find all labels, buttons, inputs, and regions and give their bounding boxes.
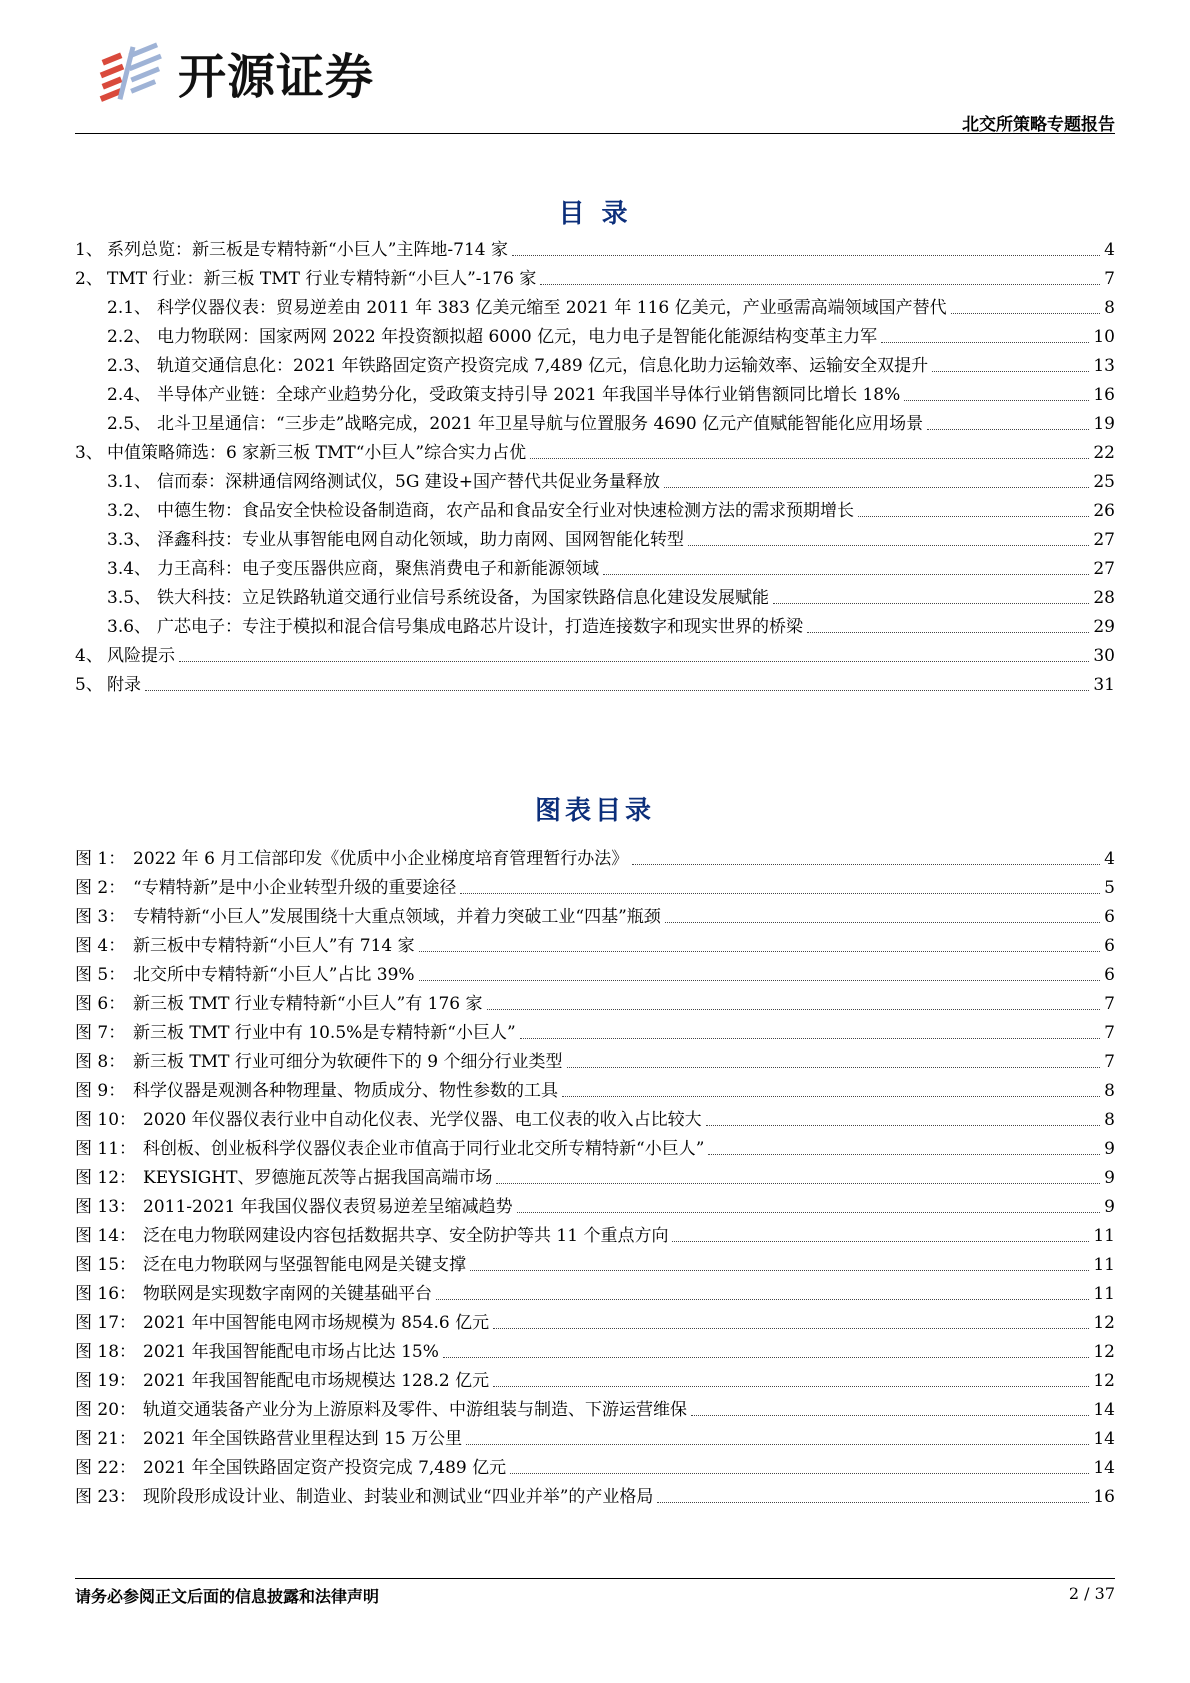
dot-leader xyxy=(493,1386,1089,1387)
figure-entry-number: 图 2： xyxy=(75,878,126,898)
figure-entry-page[interactable]: 8 xyxy=(1104,1081,1115,1101)
figure-entry-number: 图 18： xyxy=(75,1342,137,1362)
figure-entry[interactable] xyxy=(75,959,1115,985)
brand-name: 开源证券 xyxy=(178,49,375,105)
figure-entry-number: 图 14： xyxy=(75,1226,137,1246)
figure-entry-text[interactable]: “专精特新”是中小企业转型升级的重要途径 xyxy=(133,878,457,898)
toc-entry-number: 2、 xyxy=(75,269,103,289)
dot-leader xyxy=(773,603,1089,604)
figure-entry[interactable] xyxy=(75,1075,1115,1101)
dot-leader xyxy=(436,1299,1089,1300)
toc-entry-text[interactable]: 附录 xyxy=(107,675,141,695)
figure-entry-number: 图 23： xyxy=(75,1487,137,1507)
toc-entry-text[interactable]: 轨道交通信息化：2021 年铁路固定资产投资完成 7,489 亿元，信息化助力运输效率、运输安全双提升 xyxy=(157,356,929,376)
dot-leader xyxy=(419,951,1101,952)
figure-entry-number: 图 20： xyxy=(75,1400,137,1420)
brand-logo xyxy=(98,38,374,107)
figure-entry[interactable] xyxy=(75,1220,1115,1246)
figure-entry-number: 图 17： xyxy=(75,1313,137,1333)
toc-title: 目 录 xyxy=(558,199,632,229)
toc-entry[interactable] xyxy=(75,350,1115,376)
toc-entry-number: 2.2、 xyxy=(107,327,152,347)
dot-leader xyxy=(951,313,1101,314)
toc-entry-page[interactable]: 27 xyxy=(1093,530,1115,550)
figure-entry[interactable] xyxy=(75,1017,1115,1043)
dot-leader xyxy=(688,545,1089,546)
toc-entry[interactable] xyxy=(75,379,1115,405)
figure-entry-number: 图 19： xyxy=(75,1371,137,1391)
figure-entry-page[interactable]: 7 xyxy=(1104,1023,1115,1043)
toc-entry-text[interactable]: 中值策略筛选：6 家新三板 TMT“小巨人”综合实力占优 xyxy=(107,443,527,463)
figure-entry-page[interactable]: 6 xyxy=(1104,965,1115,985)
figure-entry[interactable] xyxy=(75,1307,1115,1333)
dot-leader xyxy=(145,690,1089,691)
toc-entry[interactable] xyxy=(75,524,1115,550)
figure-entry-number: 图 8： xyxy=(75,1052,126,1072)
figure-entry-page[interactable]: 7 xyxy=(1104,994,1115,1014)
figure-entry[interactable] xyxy=(75,1278,1115,1304)
figure-entry-page[interactable]: 5 xyxy=(1104,878,1115,898)
figure-entry-page[interactable]: 12 xyxy=(1093,1342,1115,1362)
dot-leader xyxy=(904,400,1089,401)
toc-entry[interactable] xyxy=(75,640,1115,666)
dot-leader xyxy=(807,632,1089,633)
figure-entry[interactable] xyxy=(75,1365,1115,1391)
toc-entry-page[interactable]: 4 xyxy=(1104,240,1115,260)
figure-entry-number: 图 7： xyxy=(75,1023,126,1043)
dot-leader xyxy=(603,574,1089,575)
dot-leader xyxy=(881,342,1089,343)
figure-entry-page[interactable]: 14 xyxy=(1093,1429,1115,1449)
toc-entry[interactable] xyxy=(75,321,1115,347)
figure-entry-text[interactable]: 泛在电力物联网建设内容包括数据共享、安全防护等共 11 个重点方向 xyxy=(143,1226,669,1246)
dot-leader xyxy=(664,487,1089,488)
figure-entry-number: 图 5： xyxy=(75,965,126,985)
dot-leader xyxy=(443,1357,1090,1358)
figure-entry-page[interactable]: 9 xyxy=(1104,1197,1115,1217)
figure-entry-text[interactable]: 物联网是实现数字南网的关键基础平台 xyxy=(143,1284,432,1304)
toc-entry-page[interactable]: 26 xyxy=(1093,501,1115,521)
toc-entry-number: 3.2、 xyxy=(107,501,152,521)
page-indicator: 2 / 37 xyxy=(1068,1584,1115,1603)
figure-entry[interactable] xyxy=(75,1423,1115,1449)
toc-entry-text[interactable]: 广芯电子：专注于模拟和混合信号集成电路芯片设计，打造连接数字和现实世界的桥梁 xyxy=(157,617,803,637)
figure-entry-number: 图 15： xyxy=(75,1255,137,1275)
dot-leader xyxy=(466,1444,1089,1445)
figure-entry-page[interactable]: 6 xyxy=(1104,936,1115,956)
figure-entry[interactable] xyxy=(75,901,1115,927)
figure-entry-page[interactable]: 11 xyxy=(1093,1226,1115,1246)
figure-entry-number: 图 13： xyxy=(75,1197,137,1217)
toc-entry-page[interactable]: 19 xyxy=(1093,414,1115,434)
dot-leader xyxy=(657,1502,1089,1503)
dot-leader xyxy=(517,1212,1100,1213)
dot-leader xyxy=(496,1183,1100,1184)
toc-entry-number: 2.3、 xyxy=(107,356,152,376)
figure-entry[interactable] xyxy=(75,872,1115,898)
toc-entry[interactable] xyxy=(75,669,1115,695)
dot-leader xyxy=(419,980,1101,981)
dot-leader xyxy=(927,429,1089,430)
dot-leader xyxy=(706,1125,1101,1126)
figure-entry-text[interactable]: 2021 年中国智能电网市场规模为 854.6 亿元 xyxy=(143,1313,490,1333)
toc-entry-page[interactable]: 13 xyxy=(1093,356,1115,376)
figure-entry[interactable] xyxy=(75,1249,1115,1275)
toc-entry-text[interactable]: 系列总览：新三板是专精特新“小巨人”主阵地-714 家 xyxy=(107,240,508,260)
figure-entry-number: 图 21： xyxy=(75,1429,137,1449)
figure-entry-text[interactable]: 泛在电力物联网与坚强智能电网是关键支撑 xyxy=(143,1255,466,1275)
figure-entry[interactable] xyxy=(75,1046,1115,1072)
dot-leader xyxy=(708,1154,1100,1155)
toc-entry-number: 3.5、 xyxy=(107,588,152,608)
figure-entry-page[interactable]: 6 xyxy=(1104,907,1115,927)
figure-entry-text[interactable]: 2022 年 6 月工信部印发《优质中小企业梯度培育管理暂行办法》 xyxy=(133,849,629,869)
toc-entry-page[interactable]: 27 xyxy=(1093,559,1115,579)
figure-entry-number: 图 9： xyxy=(75,1081,126,1101)
toc-entry-number: 3.3、 xyxy=(107,530,152,550)
figure-entry-page[interactable]: 16 xyxy=(1093,1487,1115,1507)
figure-entry-text[interactable]: 科学仪器是观测各种物理量、物质成分、物性参数的工具 xyxy=(133,1081,558,1101)
toc-entry-number: 2.4、 xyxy=(107,385,152,405)
figure-entry-text[interactable]: 新三板 TMT 行业专精特新“小巨人”有 176 家 xyxy=(133,994,483,1014)
toc-entry[interactable] xyxy=(75,466,1115,492)
toc-entry-text[interactable]: 泽鑫科技：专业从事智能电网自动化领域，助力南网、国网智能化转型 xyxy=(157,530,684,550)
figure-entry-page[interactable]: 9 xyxy=(1104,1168,1115,1188)
figure-entry-page[interactable]: 4 xyxy=(1104,849,1115,869)
figure-entry-number: 图 4： xyxy=(75,936,126,956)
dot-leader xyxy=(512,255,1100,256)
dot-leader xyxy=(520,1038,1100,1039)
toc-entry-text[interactable]: 铁大科技：立足铁路轨道交通行业信号系统设备，为国家铁路信息化建设发展赋能 xyxy=(157,588,769,608)
figure-entry-page[interactable]: 14 xyxy=(1093,1400,1115,1420)
toc-entry-number: 2.5、 xyxy=(107,414,152,434)
figure-entry[interactable] xyxy=(75,988,1115,1014)
figure-entry-text[interactable]: 2020 年仪器仪表行业中自动化仪表、光学仪器、电工仪表的收入占比较大 xyxy=(143,1110,702,1130)
toc-entry[interactable] xyxy=(75,437,1115,463)
toc-entry-number: 3.4、 xyxy=(107,559,152,579)
dot-leader xyxy=(540,284,1100,285)
toc-entry-number: 3.1、 xyxy=(107,472,152,492)
dot-leader xyxy=(858,516,1089,517)
dot-leader xyxy=(567,1067,1101,1068)
figure-entry-text[interactable]: KEYSIGHT、罗德施瓦茨等占据我国高端市场 xyxy=(143,1168,493,1188)
dot-leader xyxy=(487,1009,1101,1010)
toc-entry-number: 4、 xyxy=(75,646,103,666)
figure-entry-page[interactable]: 8 xyxy=(1104,1110,1115,1130)
figure-entry[interactable] xyxy=(75,1452,1115,1478)
dot-leader xyxy=(672,1241,1089,1242)
toc-entry-text[interactable]: 信而泰：深耕通信网络测试仪，5G 建设+国产替代共促业务量释放 xyxy=(157,472,661,492)
figure-entry-page[interactable]: 12 xyxy=(1093,1313,1115,1333)
dot-leader xyxy=(470,1270,1089,1271)
figure-entry-number: 图 1： xyxy=(75,849,126,869)
toc-entry-text[interactable]: 半导体产业链：全球产业趋势分化，受政策支持引导 2021 年我国半导体行业销售额同比增长 18% xyxy=(157,385,901,405)
toc-entry-page[interactable]: 22 xyxy=(1093,443,1115,463)
toc-entry-text[interactable]: 中德生物：食品安全快检设备制造商，农产品和食品安全行业对快速检测方法的需求预期增长 xyxy=(157,501,854,521)
figure-entry-page[interactable]: 11 xyxy=(1093,1284,1115,1304)
toc-entry-page[interactable]: 29 xyxy=(1093,617,1115,637)
toc-entry-text[interactable]: 风险提示 xyxy=(107,646,175,666)
figure-entry-text[interactable]: 2021 年全国铁路营业里程达到 15 万公里 xyxy=(143,1429,463,1449)
toc-entry-number: 2.1、 xyxy=(107,298,152,318)
toc-entry-page[interactable]: 8 xyxy=(1104,298,1115,318)
figure-entry-text[interactable]: 2011-2021 年我国仪器仪表贸易逆差呈缩减趋势 xyxy=(143,1197,513,1217)
dot-leader xyxy=(665,922,1100,923)
toc-entry[interactable] xyxy=(75,292,1115,318)
figure-entry-number: 图 16： xyxy=(75,1284,137,1304)
figure-entry[interactable] xyxy=(75,1133,1115,1159)
toc-entry-number: 1、 xyxy=(75,240,103,260)
figure-entry-page[interactable]: 11 xyxy=(1093,1255,1115,1275)
figure-entry[interactable] xyxy=(75,1336,1115,1362)
toc-entry-number: 5、 xyxy=(75,675,103,695)
toc-entry[interactable] xyxy=(75,234,1115,260)
toc-entry[interactable] xyxy=(75,553,1115,579)
toc-entry-text[interactable]: TMT 行业：新三板 TMT 行业专精特新“小巨人”-176 家 xyxy=(107,269,537,289)
figure-entry[interactable] xyxy=(75,1191,1115,1217)
figure-entry[interactable] xyxy=(75,1394,1115,1420)
figure-entry-text[interactable]: 2021 年我国智能配电市场规模达 128.2 亿元 xyxy=(143,1371,490,1391)
figure-entry-text[interactable]: 专精特新“小巨人”发展围绕十大重点领域，并着力突破工业“四基”瓶颈 xyxy=(133,907,661,927)
report-type: 北交所策略专题报告 xyxy=(962,115,1115,135)
figure-entry-text[interactable]: 北交所中专精特新“小巨人”占比 39% xyxy=(133,965,415,985)
dot-leader xyxy=(932,371,1089,372)
dot-leader xyxy=(510,1473,1089,1474)
toc-entry-page[interactable]: 28 xyxy=(1093,588,1115,608)
toc-entry-page[interactable]: 25 xyxy=(1093,472,1115,492)
dot-leader xyxy=(179,661,1089,662)
toc-entry-text[interactable]: 力王高科：电子变压器供应商，聚焦消费电子和新能源领域 xyxy=(157,559,599,579)
figure-entry-text[interactable]: 新三板 TMT 行业可细分为软硬件下的 9 个细分行业类型 xyxy=(133,1052,563,1072)
toc-entry-number: 3.6、 xyxy=(107,617,152,637)
figure-entry-number: 图 12： xyxy=(75,1168,137,1188)
toc-entry-page[interactable]: 16 xyxy=(1093,385,1115,405)
figure-entry[interactable] xyxy=(75,1162,1115,1188)
dot-leader xyxy=(460,893,1100,894)
figure-entry[interactable] xyxy=(75,843,1115,869)
figure-entry-number: 图 6： xyxy=(75,994,126,1014)
dot-leader xyxy=(632,864,1100,865)
toc-entry[interactable] xyxy=(75,408,1115,434)
toc-entry-page[interactable]: 31 xyxy=(1093,675,1115,695)
logo-mark-icon xyxy=(98,42,168,104)
figure-entry[interactable] xyxy=(75,1104,1115,1130)
dot-leader xyxy=(562,1096,1100,1097)
toc-entry[interactable] xyxy=(75,495,1115,521)
figure-entry-number: 图 3： xyxy=(75,907,126,927)
footer-divider xyxy=(75,1578,1115,1579)
toc-entry-page[interactable]: 7 xyxy=(1104,269,1115,289)
dot-leader xyxy=(493,1328,1089,1329)
figure-entry-text[interactable]: 2021 年全国铁路固定资产投资完成 7,489 亿元 xyxy=(143,1458,507,1478)
dot-leader xyxy=(530,458,1089,459)
figure-entry-page[interactable]: 9 xyxy=(1104,1139,1115,1159)
toc-entry-page[interactable]: 10 xyxy=(1093,327,1115,347)
figure-entry-text[interactable]: 2021 年我国智能配电市场占比达 15% xyxy=(143,1342,439,1362)
figure-entry-page[interactable]: 14 xyxy=(1093,1458,1115,1478)
toc-entry-text[interactable]: 电力物联网：国家两网 2022 年投资额拟超 6000 亿元，电力电子是智能化能源结构变革主力军 xyxy=(157,327,878,347)
figure-entry[interactable] xyxy=(75,930,1115,956)
figure-entry[interactable] xyxy=(75,1481,1115,1507)
figure-entry-text[interactable]: 新三板 TMT 行业中有 10.5%是专精特新“小巨人” xyxy=(133,1023,516,1043)
dot-leader xyxy=(691,1415,1089,1416)
toc-entry-text[interactable]: 北斗卫星通信：“三步走”战略完成，2021 年卫星导航与位置服务 4690 亿元产值赋能智能化应用场景 xyxy=(157,414,924,434)
toc-entry[interactable] xyxy=(75,582,1115,608)
toc-entry[interactable] xyxy=(75,611,1115,637)
figure-entry-number: 图 11： xyxy=(75,1139,137,1159)
figure-entry-number: 图 10： xyxy=(75,1110,137,1130)
figure-entry-text[interactable]: 轨道交通装备产业分为上游原料及零件、中游组装与制造、下游运营维保 xyxy=(143,1400,687,1420)
figure-entry-page[interactable]: 7 xyxy=(1104,1052,1115,1072)
figures-title: 图表目录 xyxy=(534,796,655,826)
figure-entry-number: 图 22： xyxy=(75,1458,137,1478)
toc-entry-text[interactable]: 科学仪器仪表：贸易逆差由 2011 年 383 亿美元缩至 2021 年 116 亿美元，产业亟需高端领域国产替代 xyxy=(157,298,947,318)
toc-entry-number: 3、 xyxy=(75,443,103,463)
toc-entry-page[interactable]: 30 xyxy=(1093,646,1115,666)
figure-entry-page[interactable]: 12 xyxy=(1093,1371,1115,1391)
toc-entry[interactable] xyxy=(75,263,1115,289)
footer-disclaimer: 请务必参阅正文后面的信息披露和法律声明 xyxy=(75,1587,380,1606)
figure-entry-text[interactable]: 新三板中专精特新“小巨人”有 714 家 xyxy=(133,936,415,956)
figure-entry-text[interactable]: 现阶段形成设计业、制造业、封装业和测试业“四业并举”的产业格局 xyxy=(143,1487,654,1507)
header-divider xyxy=(75,133,1115,134)
figure-entry-text[interactable]: 科创板、创业板科学仪器仪表企业市值高于同行业北交所专精特新“小巨人” xyxy=(143,1139,705,1159)
